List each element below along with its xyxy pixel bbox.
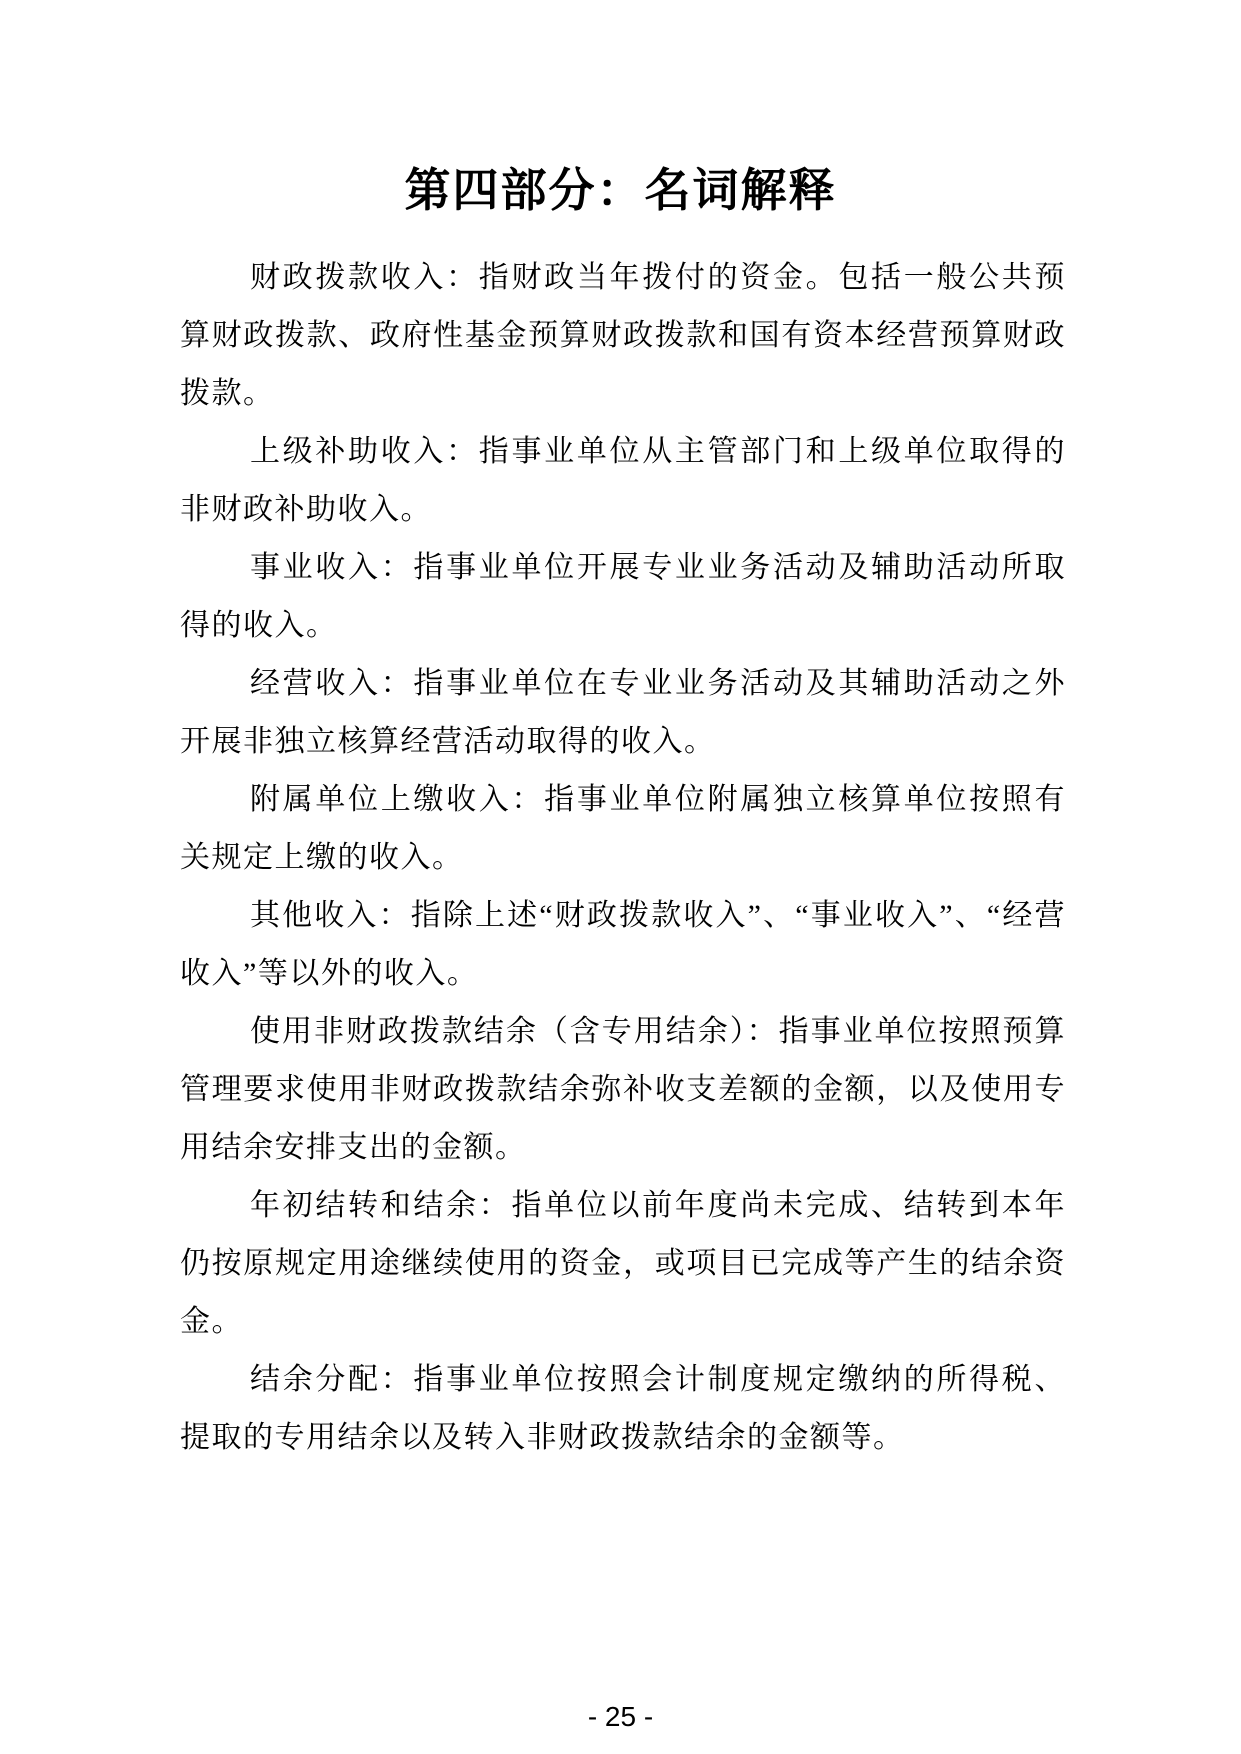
- definition-paragraph-operating-income: 经营收入：指事业单位在专业业务活动及其辅助活动之外开展非独立核算经营活动取得的收入。: [180, 667, 1066, 758]
- glossary-body: [180, 249, 1066, 1467]
- page-number: - 25 -: [587, 1701, 654, 1732]
- definition-paragraph-beginning-year-carryover: 年初结转和结余：指单位以前年度尚未完成、结转到本年仍按原规定用途继续使用的资金，或项目已完成等产生的结余资金。: [180, 1189, 1066, 1338]
- definition-paragraph-subsidiary-remitted-income: 附属单位上缴收入：指事业单位附属独立核算单位按照有关规定上缴的收入。: [180, 783, 1066, 874]
- definition-paragraph-institution-income: 事业收入：指事业单位开展专业业务活动及辅助活动所取得的收入。: [180, 551, 1066, 642]
- definition-paragraph-superior-subsidy-income: 上级补助收入：指事业单位从主管部门和上级单位取得的非财政补助收入。: [180, 435, 1066, 526]
- definition-paragraph-non-fiscal-balance-use: 使用非财政拨款结余（含专用结余）：指事业单位按照预算管理要求使用非财政拨款结余弥补收支差额的金额，以及使用专用结余安排支出的金额。: [180, 1015, 1066, 1164]
- definition-paragraph-balance-distribution: 结余分配：指事业单位按照会计制度规定缴纳的所得税、提取的专用结余以及转入非财政拨款结余的金额等。: [180, 1363, 1066, 1454]
- page-title: 第四部分：名词解释: [404, 163, 837, 216]
- definition-paragraph-other-income: 其他收入：指除上述“财政拨款收入”、“事业收入”、“经营收入”等以外的收入。: [180, 899, 1066, 990]
- definition-paragraph-fiscal-appropriation-income: 财政拨款收入：指财政当年拨付的资金。包括一般公共预算财政拨款、政府性基金预算财政拨款和国有资本经营预算财政拨款。: [180, 261, 1066, 410]
